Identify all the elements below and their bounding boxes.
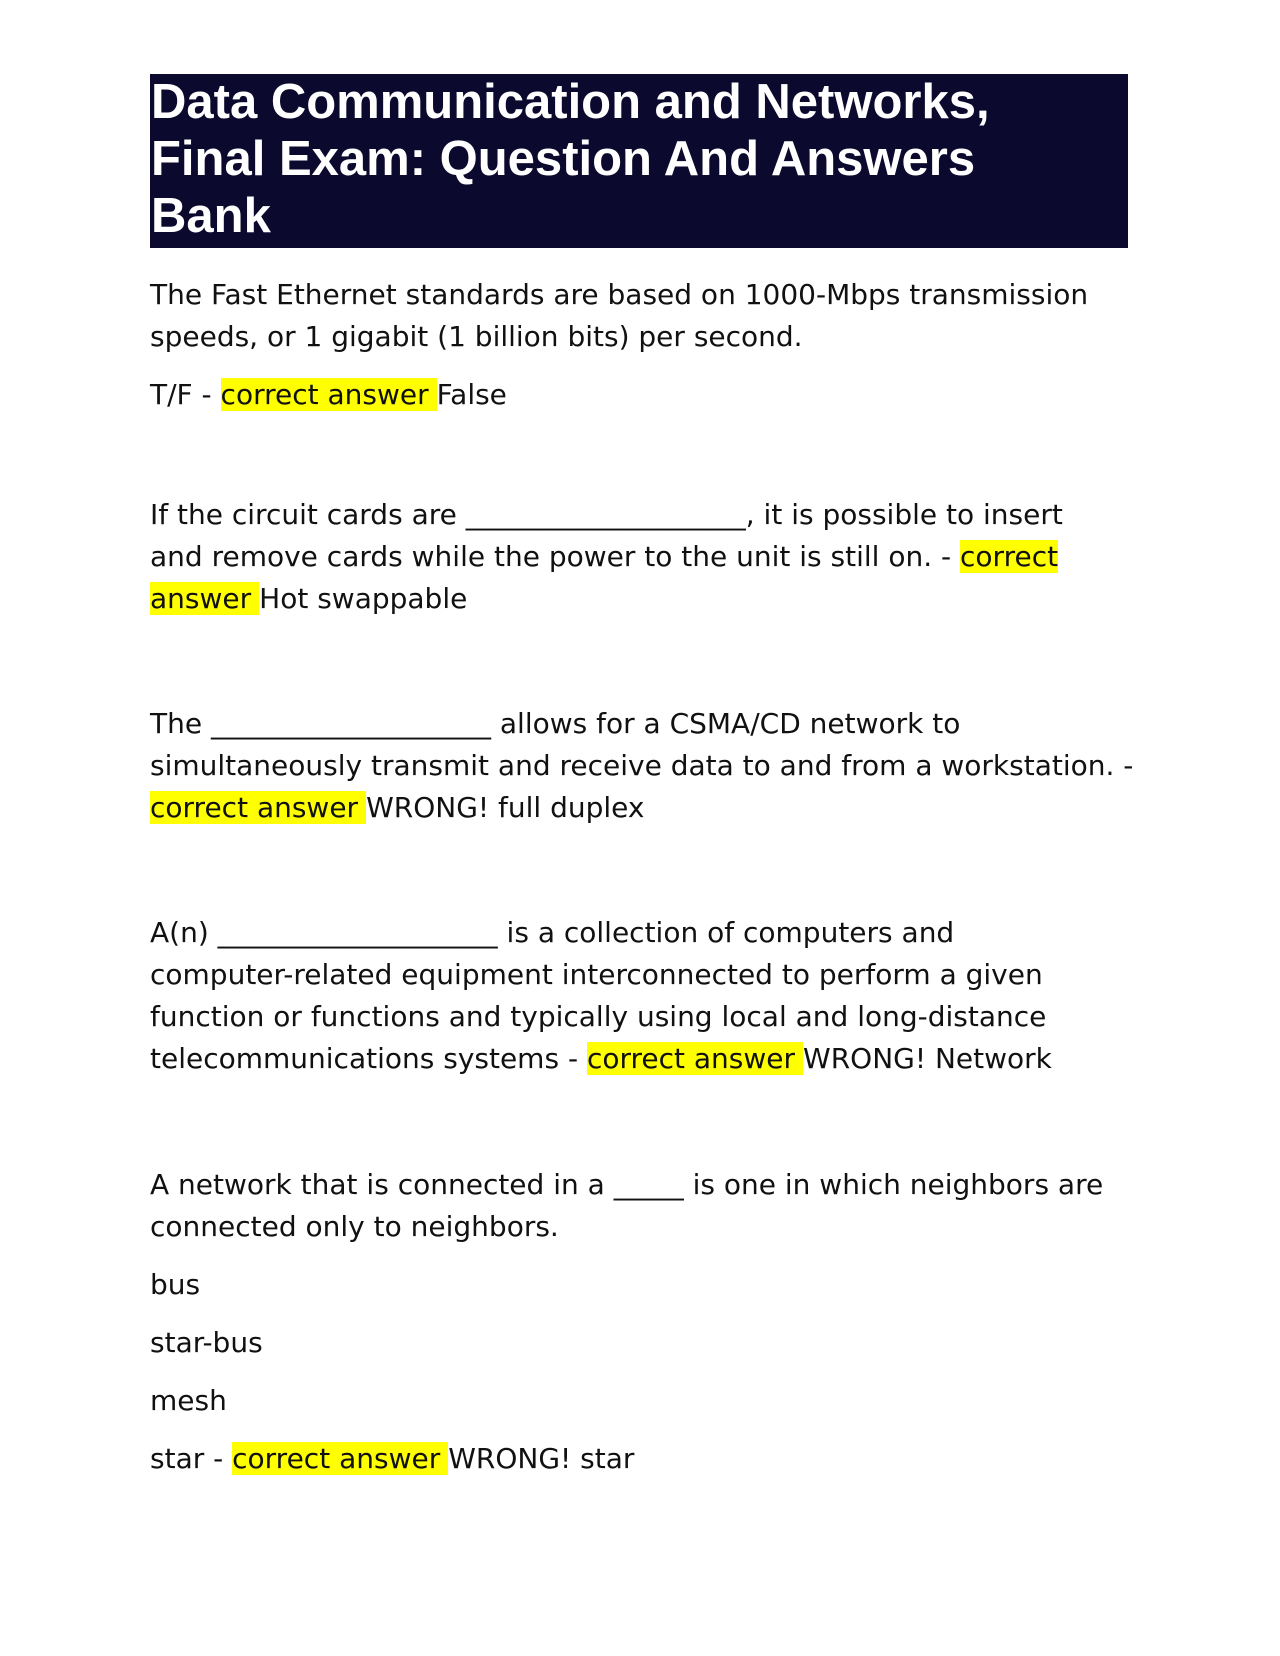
answer-line bbox=[150, 582, 467, 615]
answer-line bbox=[150, 1042, 1052, 1075]
question-text: and remove cards while the power to the unit is still on. - bbox=[150, 540, 961, 573]
answer-value: WRONG! star bbox=[448, 1442, 635, 1475]
option-item: mesh bbox=[150, 1384, 227, 1417]
question-text-line: A(n) ____________________ is a collection of computers and bbox=[150, 916, 955, 949]
title-line: Bank bbox=[151, 189, 271, 243]
answer-line bbox=[150, 791, 644, 824]
question-text-line: speeds, or 1 gigabit (1 billion bits) per second. bbox=[150, 320, 803, 353]
option-item: star - bbox=[150, 1442, 233, 1475]
answer-line bbox=[150, 378, 507, 411]
correct-answer-highlight: answer bbox=[150, 582, 259, 615]
question-text-line: The ____________________ allows for a CSMA/CD network to bbox=[150, 707, 961, 740]
document-title bbox=[150, 74, 1128, 248]
question-text-line: function or functions and typically using local and long-distance bbox=[150, 1000, 1047, 1033]
title-line: Data Communication and Networks, bbox=[151, 75, 990, 129]
option-item: bus bbox=[150, 1268, 201, 1301]
question-text-line: connected only to neighbors. bbox=[150, 1210, 559, 1243]
answer-prefix: T/F - bbox=[150, 378, 221, 411]
answer-value: Hot swappable bbox=[259, 582, 468, 615]
answer-line bbox=[150, 1442, 634, 1475]
answer-value: False bbox=[436, 378, 507, 411]
correct-answer-highlight: correct answer bbox=[232, 1442, 448, 1475]
option-item: star-bus bbox=[150, 1326, 263, 1359]
answer-value: WRONG! full duplex bbox=[366, 791, 645, 824]
question-text-line: The Fast Ethernet standards are based on 1000-Mbps transmission bbox=[150, 278, 1089, 311]
correct-answer-highlight: correct answer bbox=[150, 791, 366, 824]
correct-answer-highlight: correct answer bbox=[587, 1042, 803, 1075]
question-text-line bbox=[150, 540, 1058, 573]
correct-answer-highlight: correct answer bbox=[221, 378, 437, 411]
correct-answer-highlight: correct bbox=[960, 540, 1059, 573]
question-text-line: A network that is connected in a _____ is one in which neighbors are bbox=[150, 1168, 1104, 1201]
question-text-line: If the circuit cards are ____________________, it is possible to insert bbox=[150, 498, 1063, 531]
answer-value: WRONG! Network bbox=[803, 1042, 1052, 1075]
question-text-line: simultaneously transmit and receive data to and from a workstation. - bbox=[150, 749, 1134, 782]
title-line: Final Exam: Question And Answers bbox=[151, 132, 976, 186]
question-text-line: computer-related equipment interconnected to perform a given bbox=[150, 958, 1043, 991]
question-text: telecommunications systems - bbox=[150, 1042, 587, 1075]
